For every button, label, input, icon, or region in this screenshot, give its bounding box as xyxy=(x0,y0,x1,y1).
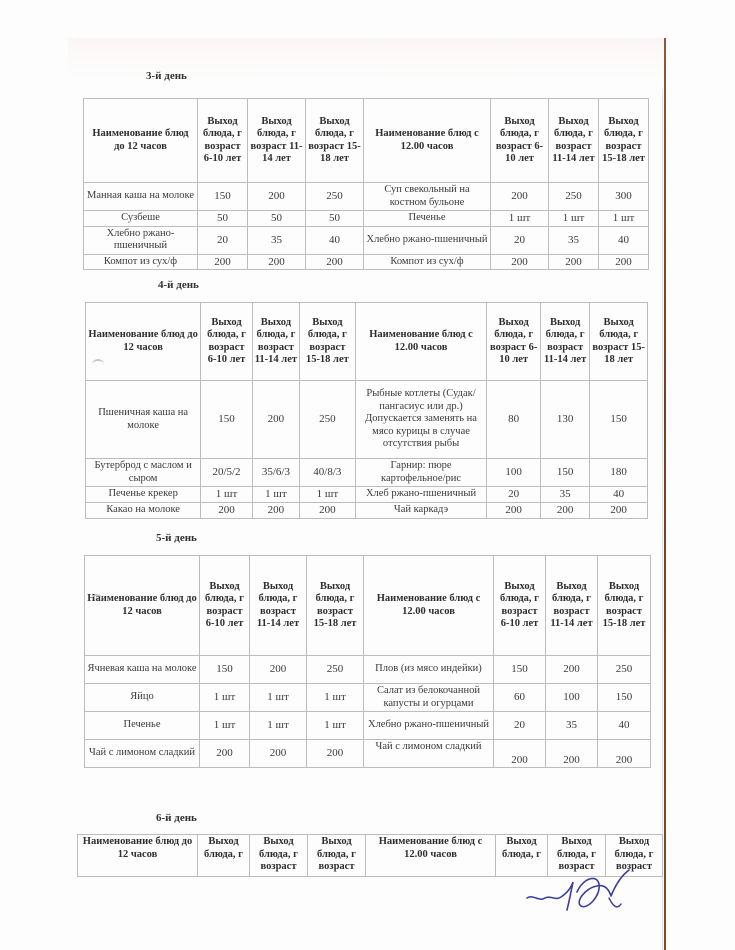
yield-cell: 50 xyxy=(306,211,364,227)
day-5-menu-table xyxy=(84,555,651,768)
header-yield-6-10: Выход блюда, г возраст 6-10 лет xyxy=(200,556,250,656)
header-yield-11-14: Выход блюда, г возраст 11-14 лет xyxy=(250,556,307,656)
yield-cell: 200 xyxy=(494,740,546,768)
table-header-row xyxy=(84,99,649,183)
yield-cell: 1 шт xyxy=(250,684,307,712)
yield-cell: 1 шт xyxy=(307,684,364,712)
yield-cell: 200 xyxy=(546,656,598,684)
header-yield-2: Выход блюда, г возраст xyxy=(250,835,308,877)
day-6-title: 6-й день xyxy=(156,812,197,824)
table-row xyxy=(84,226,649,254)
yield-cell: 150 xyxy=(590,381,648,459)
yield-cell: 200 xyxy=(250,740,307,768)
yield-cell: 200 xyxy=(248,183,306,211)
yield-cell: 150 xyxy=(494,656,546,684)
scan-artifact-icon xyxy=(92,359,104,369)
morning-dish: Чай с лимоном сладкий xyxy=(85,740,200,768)
header-yield-1: Выход блюда, г xyxy=(198,835,250,877)
yield-cell: 50 xyxy=(198,211,248,227)
yield-cell: 200 xyxy=(198,254,248,270)
morning-dish: Ячневая каша на молоке xyxy=(85,656,200,684)
yield-cell: 150 xyxy=(540,459,589,487)
morning-dish: Яйцо xyxy=(85,684,200,712)
afternoon-dish: Гарнир: пюре картофельное/рис xyxy=(355,459,487,487)
header-yield-6-10: Выход блюда, г возраст 6-10 лет xyxy=(491,99,549,183)
scan-artifact-icon xyxy=(91,594,103,604)
yield-cell: 250 xyxy=(300,381,356,459)
yield-cell: 250 xyxy=(306,183,364,211)
yield-cell: 1 шт xyxy=(549,211,599,227)
yield-cell: 100 xyxy=(487,459,541,487)
yield-cell: 40 xyxy=(306,226,364,254)
yield-cell: 20 xyxy=(491,226,549,254)
yield-cell: 150 xyxy=(201,381,252,459)
table-row xyxy=(85,740,651,768)
yield-cell: 50 xyxy=(248,211,306,227)
yield-cell: 100 xyxy=(546,684,598,712)
afternoon-dish: Хлеб ржано-пшеничный xyxy=(355,487,487,503)
yield-cell: 200 xyxy=(549,254,599,270)
yield-cell: 1 шт xyxy=(252,487,299,503)
day-5-title: 5-й день xyxy=(156,532,197,544)
header-afternoon-name: Наименование блюд с 12.00 часов xyxy=(364,556,494,656)
header-yield-6: Выход блюда, г возраст xyxy=(606,835,663,877)
yield-cell: 200 xyxy=(252,503,299,519)
yield-cell: 35 xyxy=(546,712,598,740)
yield-cell: 1 шт xyxy=(599,211,649,227)
yield-cell: 200 xyxy=(200,740,250,768)
header-morning-name: Наименование блюд до 12 часов xyxy=(78,835,198,877)
table-row xyxy=(86,503,648,519)
header-morning-name-text: Наименование блюд до 12 часов xyxy=(88,329,198,353)
yield-cell: 200 xyxy=(540,503,589,519)
yield-cell: 250 xyxy=(598,656,651,684)
header-afternoon-name: Наименование блюд с 12.00 часов xyxy=(355,303,487,381)
yield-cell: 200 xyxy=(598,740,651,768)
header-yield-15-18: Выход блюда, г возраст 15-18 лет xyxy=(599,99,649,183)
header-yield-3: Выход блюда, г возраст xyxy=(308,835,366,877)
yield-cell: 200 xyxy=(248,254,306,270)
header-morning-name: Наименование блюд до 12 часов xyxy=(84,99,198,183)
header-yield-11-14: Выход блюда, г возраст 11-14 лет xyxy=(248,99,306,183)
yield-cell: 20/5/2 xyxy=(201,459,252,487)
afternoon-dish: Салат из белокочанной капусты и огурцами xyxy=(364,684,494,712)
afternoon-dish: Хлебно ржано-пшеничный xyxy=(364,226,491,254)
yield-cell: 200 xyxy=(250,656,307,684)
header-yield-6-10: Выход блюда, г возраст 6-10 лет xyxy=(201,303,252,381)
yield-cell: 200 xyxy=(546,740,598,768)
table-header-row xyxy=(86,303,648,381)
table-row xyxy=(85,684,651,712)
header-yield-4: Выход блюда, г xyxy=(496,835,548,877)
morning-dish: Бутерброд с маслом и сыром xyxy=(86,459,201,487)
yield-cell: 1 шт xyxy=(201,487,252,503)
yield-cell: 200 xyxy=(491,254,549,270)
yield-cell: 180 xyxy=(590,459,648,487)
yield-cell: 80 xyxy=(487,381,541,459)
header-yield-11-14: Выход блюда, г возраст 11-14 лет xyxy=(540,303,589,381)
yield-cell: 35/6/3 xyxy=(252,459,299,487)
yield-cell: 1 шт xyxy=(250,712,307,740)
yield-cell: 200 xyxy=(306,254,364,270)
yield-cell: 250 xyxy=(549,183,599,211)
yield-cell: 150 xyxy=(198,183,248,211)
yield-cell: 1 шт xyxy=(307,712,364,740)
yield-cell: 250 xyxy=(307,656,364,684)
morning-dish: Манная каша на молоке xyxy=(84,183,198,211)
morning-dish: Печенье крекер xyxy=(86,487,201,503)
yield-cell: 200 xyxy=(590,503,648,519)
header-yield-15-18: Выход блюда, г возраст 15-18 лет xyxy=(590,303,648,381)
header-yield-6-10: Выход блюда, г возраст 6-10 лет xyxy=(198,99,248,183)
morning-dish: Хлебно ржано-пшеничный xyxy=(84,226,198,254)
table-header-row xyxy=(85,556,651,656)
yield-cell: 35 xyxy=(248,226,306,254)
yield-cell: 1 шт xyxy=(200,712,250,740)
yield-cell: 300 xyxy=(599,183,649,211)
page-binding-edge xyxy=(664,38,666,950)
header-morning-name xyxy=(86,303,201,381)
yield-cell: 20 xyxy=(487,487,541,503)
page-edge-light xyxy=(662,90,663,950)
yield-cell: 200 xyxy=(599,254,649,270)
day-3-menu-table xyxy=(83,98,649,270)
day-3-title: 3-й день xyxy=(146,70,187,82)
yield-cell: 20 xyxy=(198,226,248,254)
yield-cell: 200 xyxy=(487,503,541,519)
afternoon-dish: Хлебно ржано-пшеничный xyxy=(364,712,494,740)
header-yield-11-14: Выход блюда, г возраст 11-14 лет xyxy=(546,556,598,656)
afternoon-dish: Компот из сух/ф xyxy=(364,254,491,270)
yield-cell: 200 xyxy=(252,381,299,459)
yield-cell: 130 xyxy=(540,381,589,459)
yield-cell: 20 xyxy=(494,712,546,740)
morning-dish: Печенье xyxy=(85,712,200,740)
table-row xyxy=(84,254,649,270)
header-yield-15-18: Выход блюда, г возраст 15-18 лет xyxy=(307,556,364,656)
table-row xyxy=(85,656,651,684)
table-row xyxy=(86,459,648,487)
yield-cell: 60 xyxy=(494,684,546,712)
header-yield-6-10: Выход блюда, г возраст 6-10 лет xyxy=(487,303,541,381)
afternoon-dish: Плов (из мясо индейки) xyxy=(364,656,494,684)
yield-cell: 200 xyxy=(201,503,252,519)
morning-dish: Какао на молоке xyxy=(86,503,201,519)
table-row xyxy=(85,712,651,740)
header-yield-5: Выход блюда, г возраст xyxy=(548,835,606,877)
day-4-menu-table xyxy=(85,302,648,519)
afternoon-dish: Рыбные котлеты (Судак/пангасиус или др.) Допускается заменять на мясо курицы в случае отсутствия рыбы xyxy=(355,381,487,459)
header-yield-6-10: Выход блюда, г возраст 6-10 лет xyxy=(494,556,546,656)
morning-dish: Компот из сух/ф xyxy=(84,254,198,270)
yield-cell: 200 xyxy=(307,740,364,768)
yield-cell: 40 xyxy=(598,712,651,740)
afternoon-dish: Чай с лимоном сладкий xyxy=(364,740,494,768)
yield-cell: 1 шт xyxy=(200,684,250,712)
signature-icon xyxy=(525,868,645,918)
yield-cell: 35 xyxy=(540,487,589,503)
morning-dish: Сузбеше xyxy=(84,211,198,227)
yield-cell: 40 xyxy=(590,487,648,503)
header-yield-15-18: Выход блюда, г возраст 15-18 лет xyxy=(598,556,651,656)
yield-cell: 40/8/3 xyxy=(300,459,356,487)
day-4-title: 4-й день xyxy=(158,279,199,291)
yield-cell: 1 шт xyxy=(491,211,549,227)
yield-cell: 150 xyxy=(598,684,651,712)
table-row xyxy=(84,211,649,227)
morning-dish: Пшеничная каша на молоке xyxy=(86,381,201,459)
header-morning-name xyxy=(85,556,200,656)
header-yield-15-18: Выход блюда, г возраст 15-18 лет xyxy=(306,99,364,183)
header-yield-11-14: Выход блюда, г возраст 11-14 лет xyxy=(549,99,599,183)
header-morning-name-text: Наименование блюд до 12 часов xyxy=(87,593,197,617)
afternoon-dish: Печенье xyxy=(364,211,491,227)
afternoon-dish: Чай каркадэ xyxy=(355,503,487,519)
yield-cell: 200 xyxy=(491,183,549,211)
yield-cell: 150 xyxy=(200,656,250,684)
header-afternoon-name: Наименование блюд с 12.00 часов xyxy=(366,835,496,877)
header-afternoon-name: Наименование блюд с 12.00 часов xyxy=(364,99,491,183)
table-row xyxy=(84,183,649,211)
table-row xyxy=(86,381,648,459)
header-yield-15-18: Выход блюда, г возраст 15-18 лет xyxy=(300,303,356,381)
yield-cell: 40 xyxy=(599,226,649,254)
table-row xyxy=(86,487,648,503)
yield-cell: 200 xyxy=(300,503,356,519)
yield-cell: 35 xyxy=(549,226,599,254)
yield-cell: 1 шт xyxy=(300,487,356,503)
header-yield-11-14: Выход блюда, г возраст 11-14 лет xyxy=(252,303,299,381)
afternoon-dish: Суп свекольный на костном бульоне xyxy=(364,183,491,211)
